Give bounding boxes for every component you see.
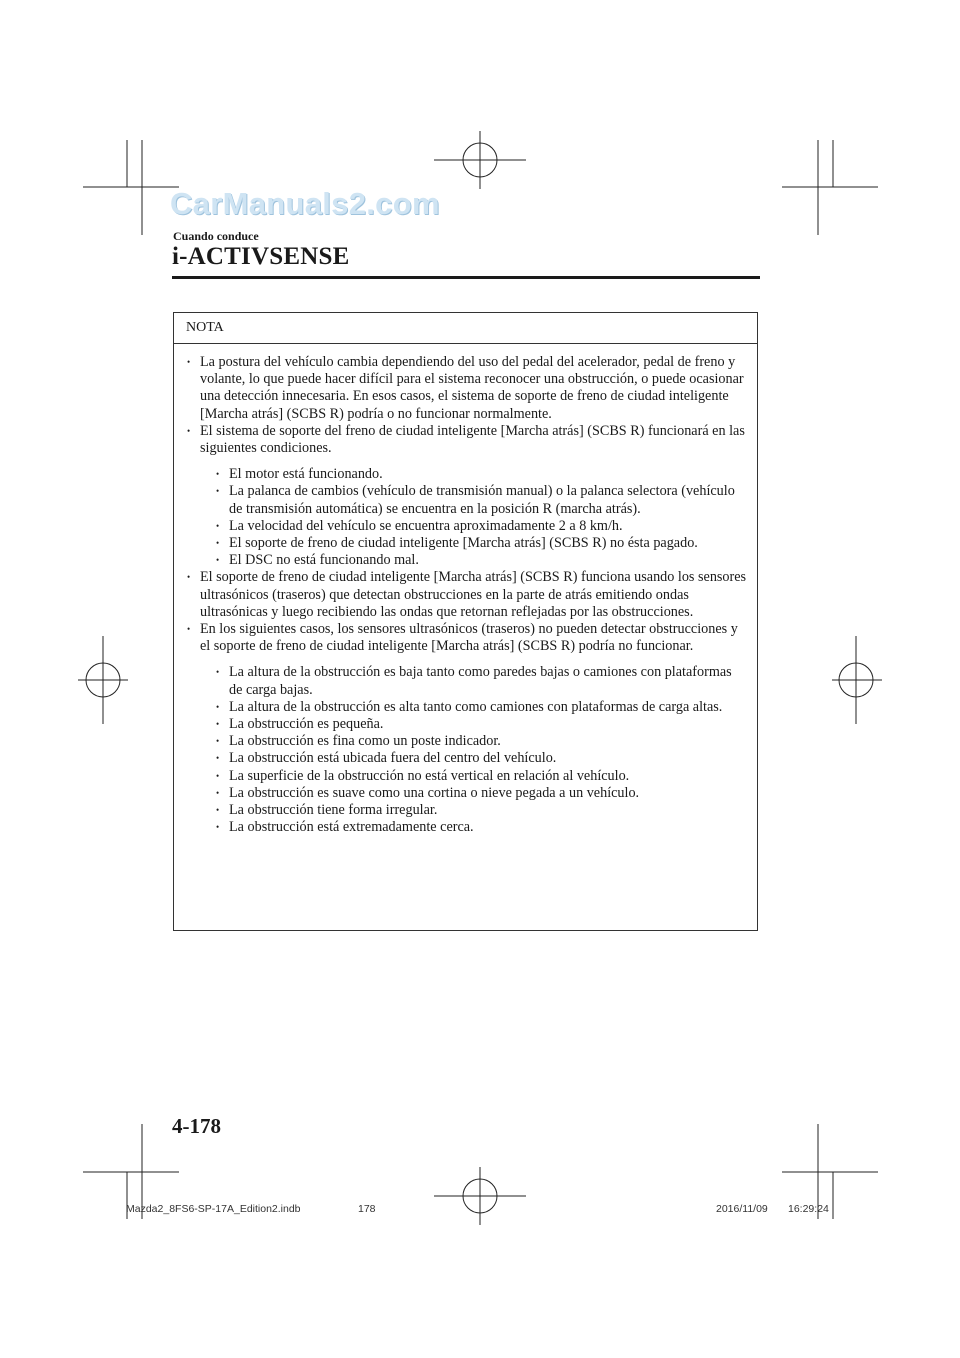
watermark-logo: CarManuals2.com xyxy=(170,186,440,221)
footer-sheet: 178 xyxy=(358,1203,376,1215)
list-item xyxy=(186,569,747,621)
note-box xyxy=(173,312,758,931)
sub-list-item: • La superficie de la obstrucción no está vertical en relación al vehículo. xyxy=(200,768,747,785)
sub-list-item: • La obstrucción tiene forma irregular. xyxy=(200,802,747,819)
sub-list-item: • La obstrucción es pequeña. xyxy=(200,716,747,733)
list-item-text: En los siguientes casos, los sensores ultrasónicos (traseros) no pueden detectar obstrucciones y el soporte de freno de ciudad inteligente [Marcha atrás] (SCBS R) podría no funcionar. xyxy=(200,621,738,655)
sub-list xyxy=(200,466,747,569)
list-item xyxy=(186,423,747,570)
note-list xyxy=(186,354,747,836)
section-label: Cuando conduce xyxy=(173,229,259,243)
page-number: 4-178 xyxy=(172,1114,221,1138)
sub-list-item: • La obstrucción es suave como una cortina o nieve pegada a un vehículo. xyxy=(200,785,747,802)
sub-list-item: • La obstrucción está extremadamente cerca. xyxy=(200,819,747,836)
list-item-text: El sistema de soporte del freno de ciudad inteligente [Marcha atrás] (SCBS R) funcionará en las siguientes condiciones. xyxy=(200,422,745,457)
footer-filename: Mazda2_8FS6-SP-17A_Edition2.indb xyxy=(126,1203,301,1215)
note-body xyxy=(174,344,757,836)
sub-list-item: • El soporte de freno de ciudad inteligente [Marcha atrás] (SCBS R) no ésta pagado. xyxy=(200,535,747,552)
sub-list-item: • La velocidad del vehículo se encuentra aproximadamente 2 a 8 km/h. xyxy=(200,518,747,535)
sub-list-item: • El motor está funcionando. xyxy=(200,466,747,483)
sub-list-item: • La altura de la obstrucción es alta tanto como camiones con plataformas de carga altas. xyxy=(200,699,747,716)
footer-date: 2016/11/09 xyxy=(716,1203,768,1215)
note-title: NOTA xyxy=(174,313,757,344)
sub-list-item: • La palanca de cambios (vehículo de transmisión manual) o la palanca selectora (vehículo de transmisión automática) se encuentra en la posición R (marcha atrás). xyxy=(200,483,747,517)
header-rule xyxy=(172,276,760,279)
sub-list-item: • La altura de la obstrucción es baja tanto como paredes bajas o camiones con plataformas de carga bajas. xyxy=(200,664,747,698)
chapter-title: i-ACTIVSENSE xyxy=(172,243,350,270)
footer-time: 16:29:24 xyxy=(788,1203,829,1215)
list-item xyxy=(186,621,747,836)
sub-list xyxy=(200,664,747,836)
sub-list-item: • El DSC no está funcionando mal. xyxy=(200,552,747,569)
list-item-text: El soporte de freno de ciudad inteligente [Marcha atrás] (SCBS R) funciona usando los sensores ultrasónicos (traseros) que detectan obstrucciones en la parte de atrás emitiendo ondas ultrasónicas y luego recibiendo las ondas que retornan reflejadas por las obstrucciones. xyxy=(200,569,747,620)
sub-list-item: • La obstrucción está ubicada fuera del centro del vehículo. xyxy=(200,750,747,767)
list-item-text: La postura del vehículo cambia dependiendo del uso del pedal del acelerador, pedal de freno y volante, lo que puede hacer difícil para el sistema reconocer una obstrucción, o puede ocasionar una detección innecesaria. En esos casos, el sistema de soporte de freno de ciudad inteligente [Marcha atrás] (SCBS R) podría o no funcionar normalmente. xyxy=(200,354,744,422)
list-item xyxy=(186,354,747,423)
sub-list-item: • La obstrucción es fina como un poste indicador. xyxy=(200,733,747,750)
